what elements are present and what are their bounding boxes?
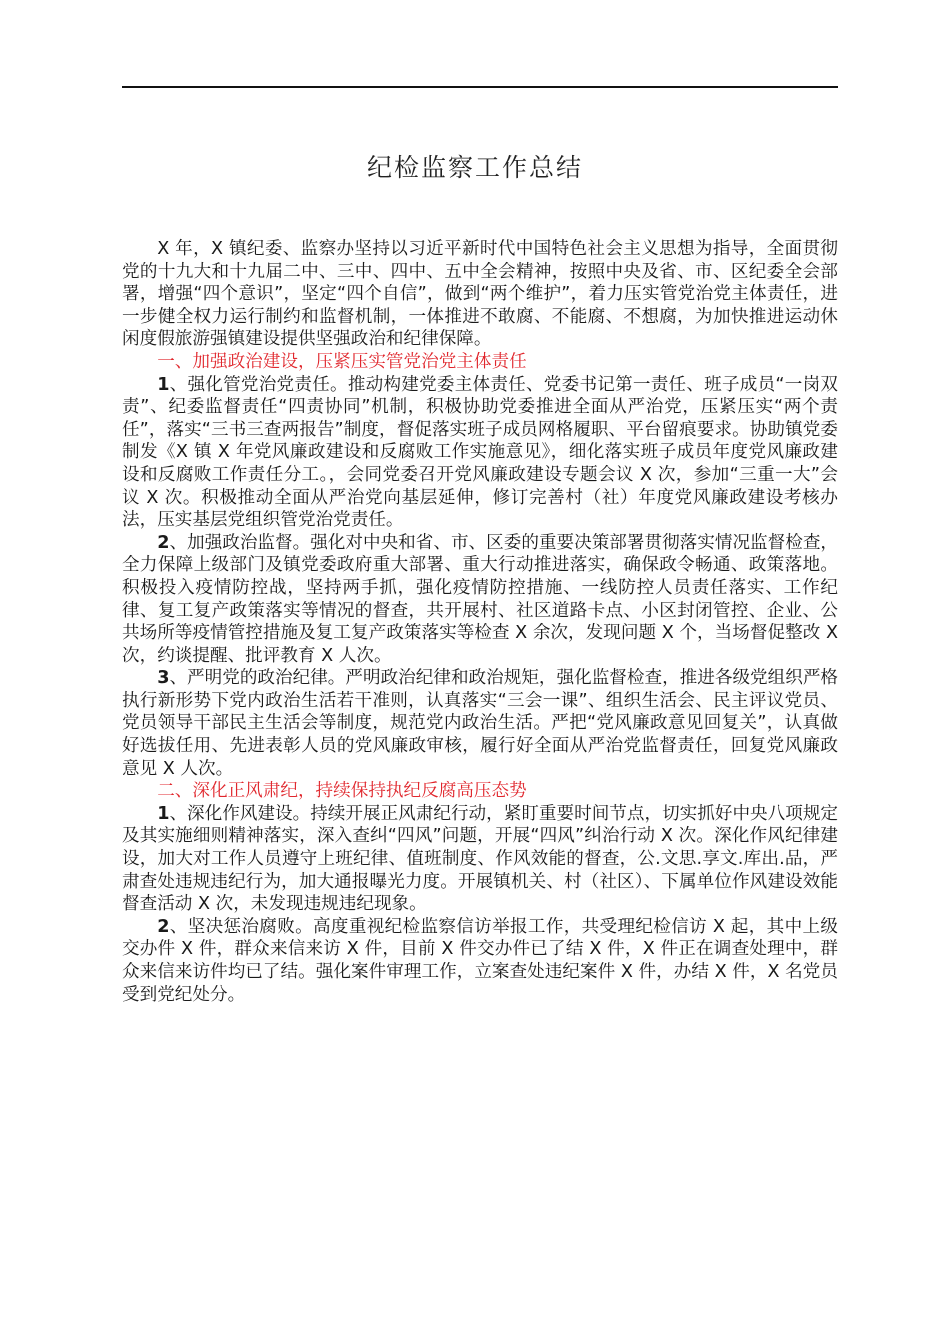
item-number: 1 bbox=[157, 803, 170, 824]
document-title: 纪检监察工作总结 bbox=[366, 153, 583, 182]
item-text: 、坚决惩治腐败。高度重视纪检监察信访举报工作，共受理纪检信访 X 起，其中上级交办件 X 件，群众来信来访 X 件，目前 X 件交办件已了结 X 件，X 件正在调查处理中，群众来信来访件均已了结。强化案件审理工作，立案查处违纪案件 X 件，办结 X 件，X 名党员受到党纪处分。 bbox=[122, 916, 838, 1005]
item-number: 2 bbox=[157, 532, 170, 553]
section-1-item-1 bbox=[122, 374, 838, 532]
intro-paragraph: X 年，X 镇纪委、监察办坚持以习近平新时代中国特色社会主义思想为指导，全面贯彻党的十九大和十九届二中、三中、四中、五中全会精神，按照中央及省、市、区纪委全会部署，增强“四个意识”，坚定“四个自信”，做到“两个维护”，着力压实管党治党主体责任，进一步健全权力运行制约和监督机制，一体推进不敢腐、不能腐、不想腐，为加快推进运动休闲度假旅游强镇建设提供坚强政治和纪律保障。 bbox=[122, 239, 838, 350]
section-heading-1: 一、加强政治建设，压紧压实管党治党主体责任 bbox=[157, 351, 527, 372]
item-number: 1 bbox=[157, 374, 170, 395]
item-text: 、深化作风建设。持续开展正风肃纪行动，紧盯重要时间节点，切实抓好中央八项规定及其实施细则精神落实，深入查纠“四风”问题，开展“四风”纠治行动 X 次。深化作风纪律建设，加大对工作人员遵守上班纪律、值班制度、作风效能的督查，公.文思.享文.库出.品，严肃查处违规违纪行为，加大通报曝光力度。开展镇机关、村（社区）、下属单位作风建设效能督查活动 X 次，未发现违规违纪现象。 bbox=[122, 803, 839, 915]
section-heading-2: 二、深化正风肃纪，持续保持执纪反腐高压态势 bbox=[157, 781, 527, 802]
item-text: 、严明党的政治纪律。严明政治纪律和政治规矩，强化监督检查，推进各级党组织严格执行新形势下党内政治生活若干准则，认真落实“三会一课”、组织生活会、民主评议党员、党员领导干部民主生活会等制度，规范党内政治生活。严把“党风廉政意见回复关”，认真做好选拔任用、先进表彰人员的党风廉政审核，履行好全面从严治党监督责任，回复党风廉政意见 X 人次。 bbox=[122, 668, 839, 779]
item-number: 3 bbox=[157, 668, 170, 689]
item-text: 、加强政治监督。强化对中央和省、市、区委的重要决策部署贯彻落实情况监督检查，全力保障上级部门及镇党委政府重大部署、重大行动推进落实，确保政令畅通、政策落地。积极投入疫情防控战，坚持两手抓，强化疫情防控措施、一线防控人员责任落实、工作纪律、复工复产政策落实等情况的督查，共开展村、社区道路卡点、小区封闭管控、企业、公共场所等疫情管控措施及复工复产政策落实等检查 X 余次，发现问题 X 个，当场督促整改 X 次，约谈提醒、批评教育 X 人次。 bbox=[122, 532, 839, 666]
item-text: 、强化管党治党责任。推动构建党委主体责任、党委书记第一责任、班子成员“一岗双责”、纪委监督责任“四责协同”机制，积极协助党委推进全面从严治党，压紧压实“两个责任”，落实“三书三查两报告”制度，督促落实班子成员网格履职、平台留痕要求。协助镇党委制发《X 镇 X 年党风廉政建设和反腐败工作实施意见》，细化落实班子成员年度党风廉政建设和反腐败工作责任分工。，会同党委召开党风廉政建设专题会议 X 次，参加“三重一大”会议 X 次。积极推动全面从严治党向基层延伸，修订完善村（社）年度党风廉政建设考核办法，压实基层党组织管党治党责任。 bbox=[122, 374, 838, 531]
item-number: 2 bbox=[157, 916, 170, 937]
section-1-item-2 bbox=[122, 532, 838, 668]
header-rule bbox=[122, 86, 838, 88]
document-body bbox=[122, 238, 838, 1006]
section-1-item-3 bbox=[122, 667, 838, 780]
section-2-item-1 bbox=[122, 803, 838, 916]
section-2-item-2 bbox=[122, 916, 838, 1006]
